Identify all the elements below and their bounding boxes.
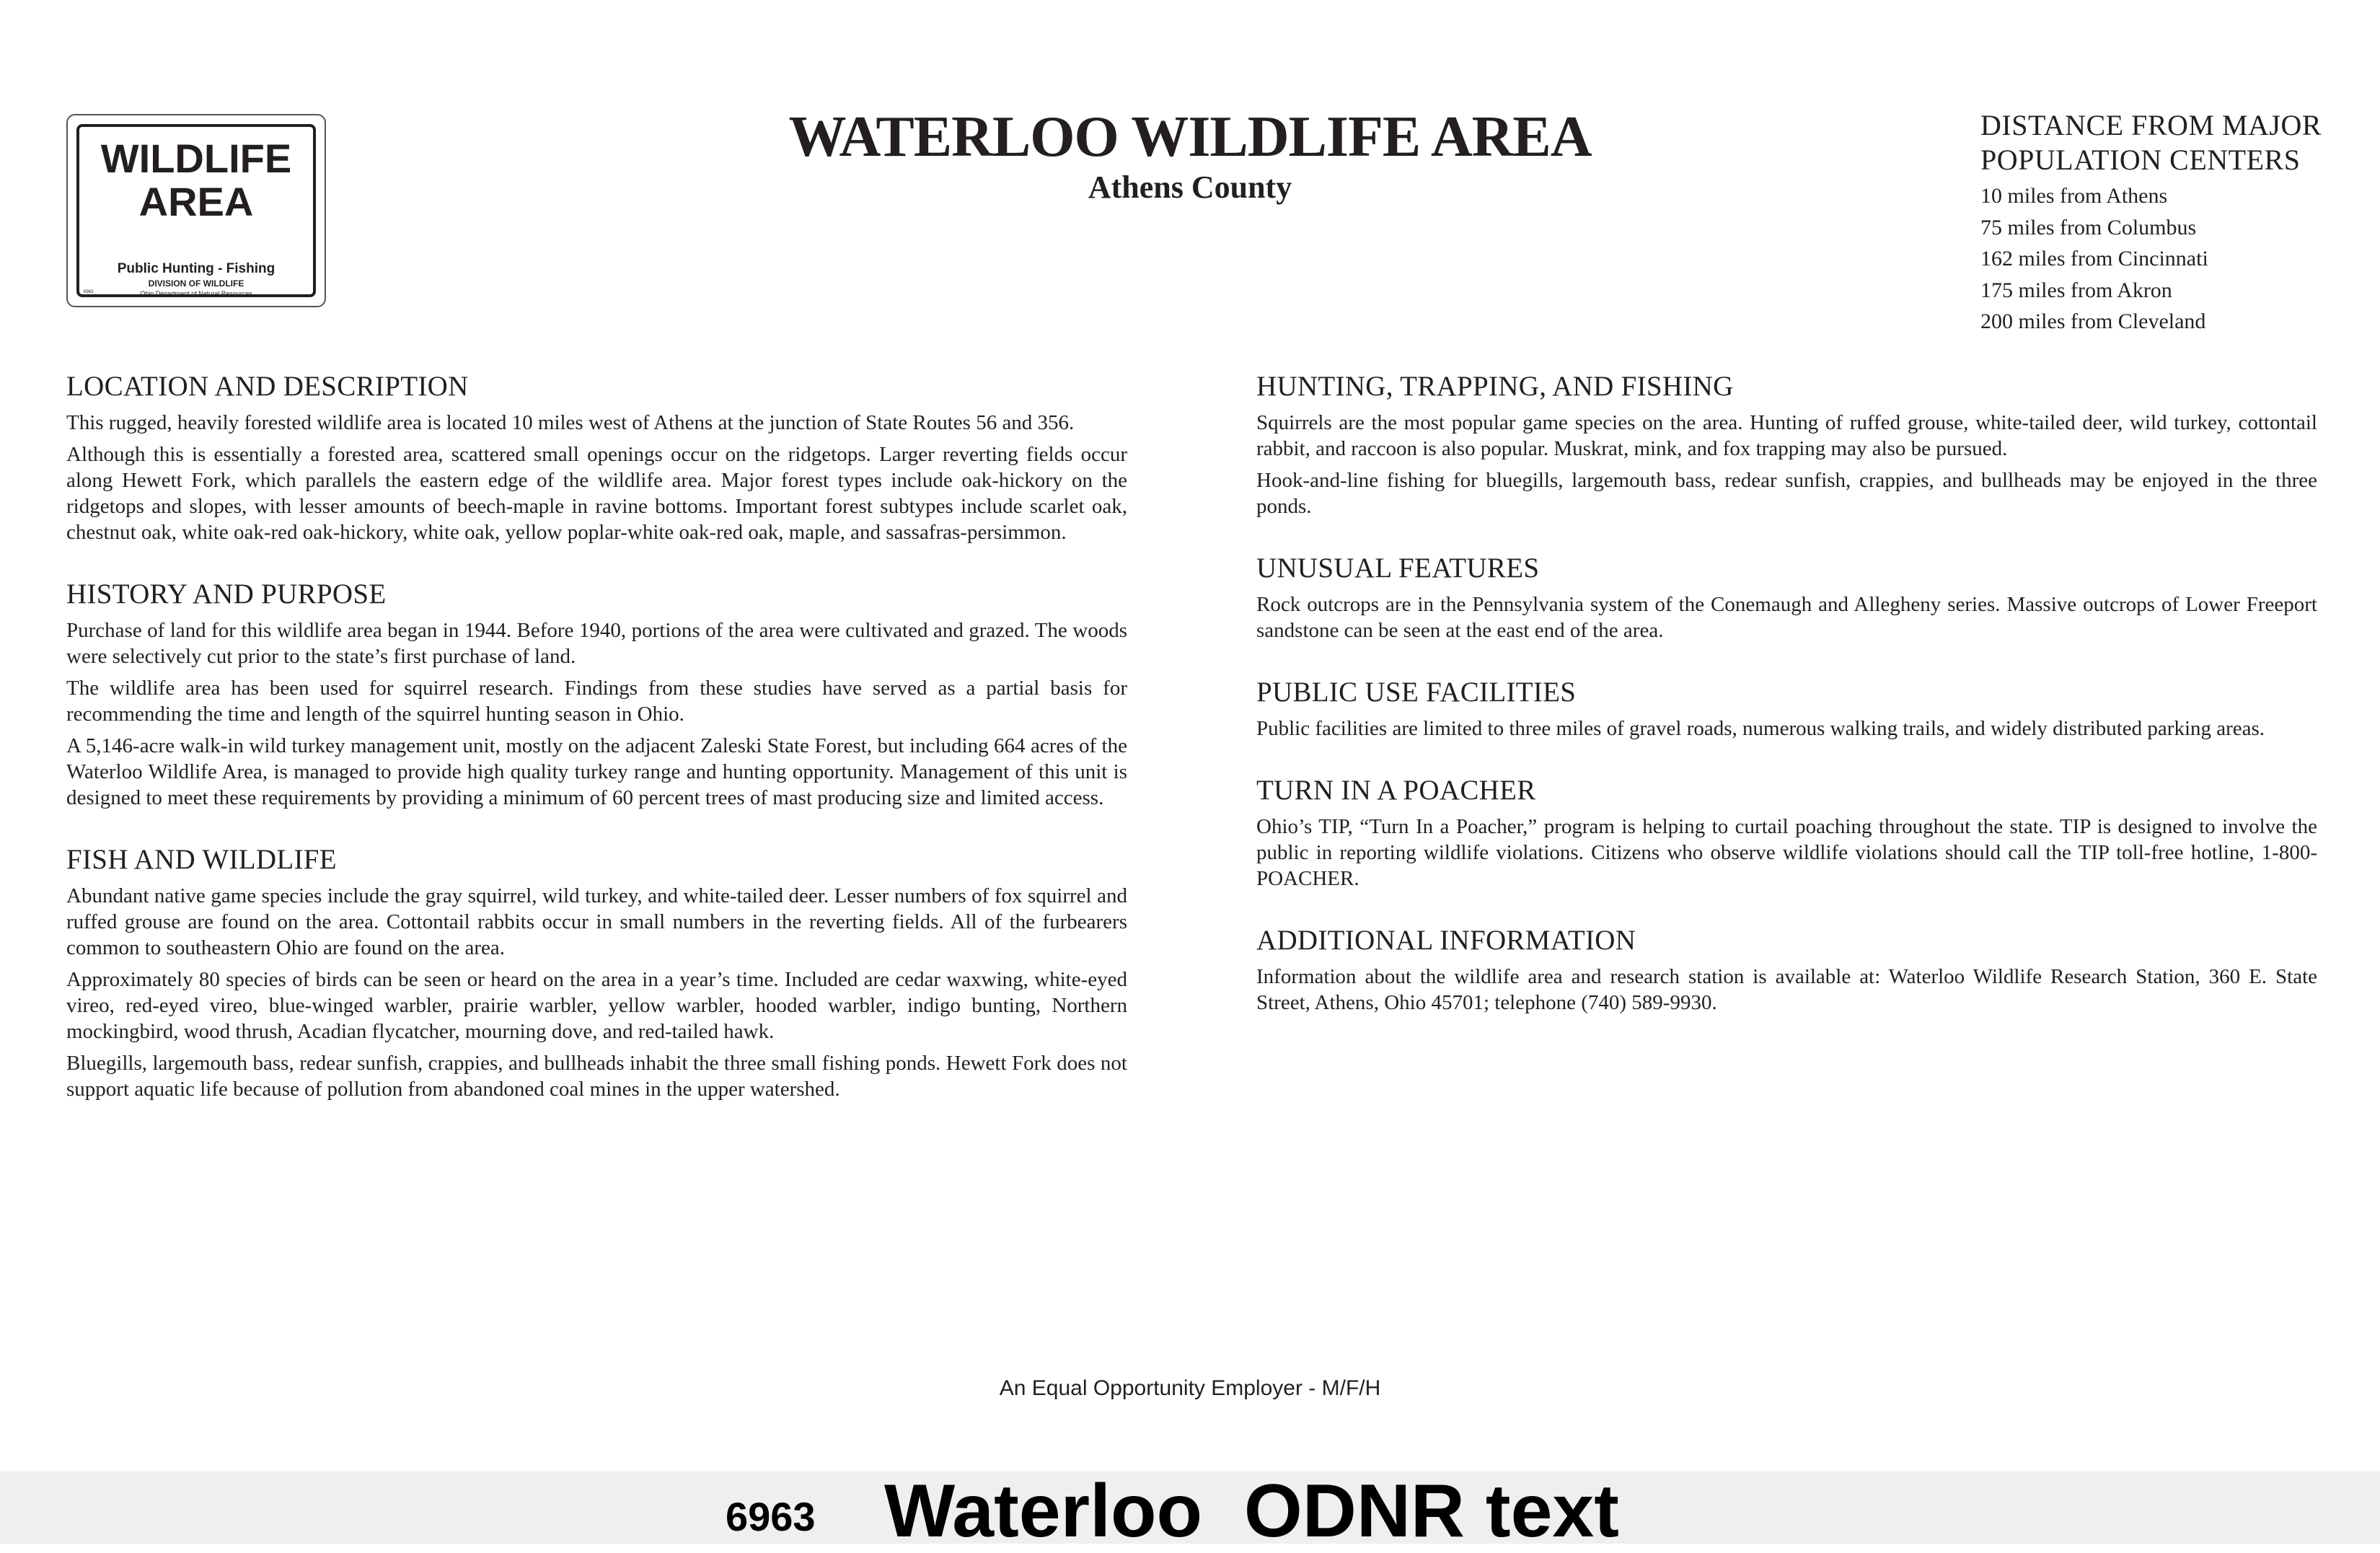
distance-item: 162 miles from Cincinnati: [1980, 247, 2208, 270]
section-heading: FISH AND WILDLIFE: [66, 844, 337, 875]
section-fish-wildlife: [66, 843, 1127, 1102]
footer-band: [0, 1469, 2380, 1553]
section-heading: TURN IN A POACHER: [1256, 775, 1536, 806]
sign-subtitle: Public Hunting - Fishing: [117, 261, 276, 276]
sign-division: DIVISION OF WILDLIFE: [148, 278, 244, 289]
section-paragraph: Public facilities are limited to three miles of gravel roads, numerous walking trails, and widely distributed parking areas.: [1256, 717, 2265, 740]
distance-item: 200 miles from Cleveland: [1980, 309, 2206, 333]
footer-code: 6963: [726, 1494, 816, 1539]
distance-item: 10 miles from Athens: [1980, 184, 2168, 208]
county-subtitle: Athens County: [1088, 170, 1292, 205]
section-paragraph: The wildlife area has been used for squirrel research. Findings from these studies have served as a partial basis for recommending the time and length of the squirrel hunting season in Ohio.: [66, 677, 1127, 726]
sign-title: WILDLIFE AREA: [100, 136, 292, 224]
section-paragraph: Bluegills, largemouth bass, redear sunfish, crappies, and bullheads inhabit the three small fishing ponds. Hewett Fork does not support aquatic life because of pollution from abandoned coal mines in the upper watershed.: [66, 1052, 1127, 1101]
distance-list: [1980, 180, 2355, 338]
section-paragraph: Squirrels are the most popular game species on the area. Hunting of ruffed grouse, white-tailed deer, wild turkey, cottontail rabbit, and raccoon is also popular. Muskrat, mink, and fox trapping may also be pursued.: [1256, 411, 2317, 460]
sign-department: Ohio Department of Natural Resources: [140, 290, 252, 297]
section-paragraph: A 5,146-acre walk-in wild turkey management unit, mostly on the adjacent Zaleski State Forest, but including 664 acres of the Waterloo Wildlife Area, is managed to provide high quality turkey range and hunting opportunity. Management of this unit is designed to meet these requirements by providing a minimum of 60 percent trees of mast producing size and limited access.: [66, 734, 1127, 809]
section-heading: HUNTING, TRAPPING, AND FISHING: [1256, 371, 1734, 402]
footer-label: Waterloo ODNR text: [884, 1469, 1619, 1553]
section-paragraph: Ohio’s TIP, “Turn In a Poacher,” program is helping to curtail poaching throughout the state. TIP is designed to involve the public in reporting wildlife violations. Citizens who observe wildlife violations should call the TIP toll-free hotline, 1-800-POACHER.: [1256, 815, 2317, 890]
sign-border: [76, 124, 316, 297]
equal-opportunity-statement: An Equal Opportunity Employer - M/F/H: [999, 1376, 1381, 1400]
section-heading: HISTORY AND PURPOSE: [66, 578, 387, 610]
left-column: [66, 369, 1127, 1134]
section-unusual-features: [1256, 551, 2317, 643]
section-paragraph: Purchase of land for this wildlife area began in 1944. Before 1940, portions of the area were cultivated and grazed. The woods were selectively cut prior to the state’s first purchase of land.: [66, 619, 1127, 668]
sign-form-number: 6963: [84, 290, 94, 294]
distance-heading: DISTANCE FROM MAJOR POPULATION CENTERS: [1980, 109, 2322, 176]
right-column: [1256, 369, 2317, 1047]
section-paragraph: Approximately 80 species of birds can be seen or heard on the area in a year’s time. Included are cedar waxwing, white-eyed vireo, red-eyed vireo, blue-winged warbler, prairie warbler, yellow warbler, hooded warbler, indigo bunting, Northern mockingbird, wood thrush, Acadian flycatcher, mourning dove, and red-tailed hawk.: [66, 968, 1127, 1043]
section-heading: PUBLIC USE FACILITIES: [1256, 677, 1577, 708]
section-paragraph: Rock outcrops are in the Pennsylvania system of the Conemaugh and Allegheny series. Massive outcrops of Lower Freeport sandstone can be seen at the east end of the area.: [1256, 593, 2317, 642]
section-hunting-trapping-fishing: [1256, 369, 2317, 519]
section-paragraph: Information about the wildlife area and research station is available at: Waterloo Wildlife Research Station, 360 E. State Street, Athens, Ohio 45701; telephone (740) 589-9930.: [1256, 965, 2317, 1014]
section-paragraph: Hook-and-line fishing for bluegills, largemouth bass, redear sunfish, crappies, and bullheads may be enjoyed in the three ponds.: [1256, 469, 2317, 518]
distance-panel: [1980, 108, 2355, 338]
section-history-purpose: [66, 577, 1127, 811]
section-public-use-facilities: [1256, 675, 2317, 742]
page-title: WATERLOO WILDLIFE AREA: [788, 105, 1592, 169]
distance-item: 175 miles from Akron: [1980, 278, 2172, 302]
section-paragraph: This rugged, heavily forested wildlife area is located 10 miles west of Athens at the junction of State Routes 56 and 356.: [66, 411, 1075, 434]
section-paragraph: Although this is essentially a forested area, scattered small openings occur on the ridgetops. Larger reverting fields occur along Hewett Fork, which parallels the eastern edge of the wildlife area. Major forest types include oak-hickory on the ridgetops and slopes, with lesser amounts of beech-maple in ravine bottoms. Important forest subtypes include scarlet oak, chestnut oak, white oak-red oak-hickory, white oak, yellow poplar-white oak-red oak, maple, and sassafras-persimmon.: [66, 443, 1127, 544]
section-heading: UNUSUAL FEATURES: [1256, 553, 1540, 584]
section-heading: ADDITIONAL INFORMATION: [1256, 925, 1636, 956]
section-turn-in-a-poacher: [1256, 773, 2317, 892]
section-heading: LOCATION AND DESCRIPTION: [66, 371, 469, 402]
section-paragraph: Abundant native game species include the gray squirrel, wild turkey, and white-tailed deer. Lesser numbers of fox squirrel and ruffed grouse are found on the area. Cottontail rabbits occur in small numbers in the reverting fields. All of the furbearers common to southeastern Ohio are found on the area.: [66, 884, 1127, 959]
wildlife-area-sign-logo: [66, 114, 326, 307]
section-location-description: [66, 369, 1127, 545]
section-additional-information: [1256, 923, 2317, 1016]
distance-item: 75 miles from Columbus: [1980, 215, 2197, 239]
